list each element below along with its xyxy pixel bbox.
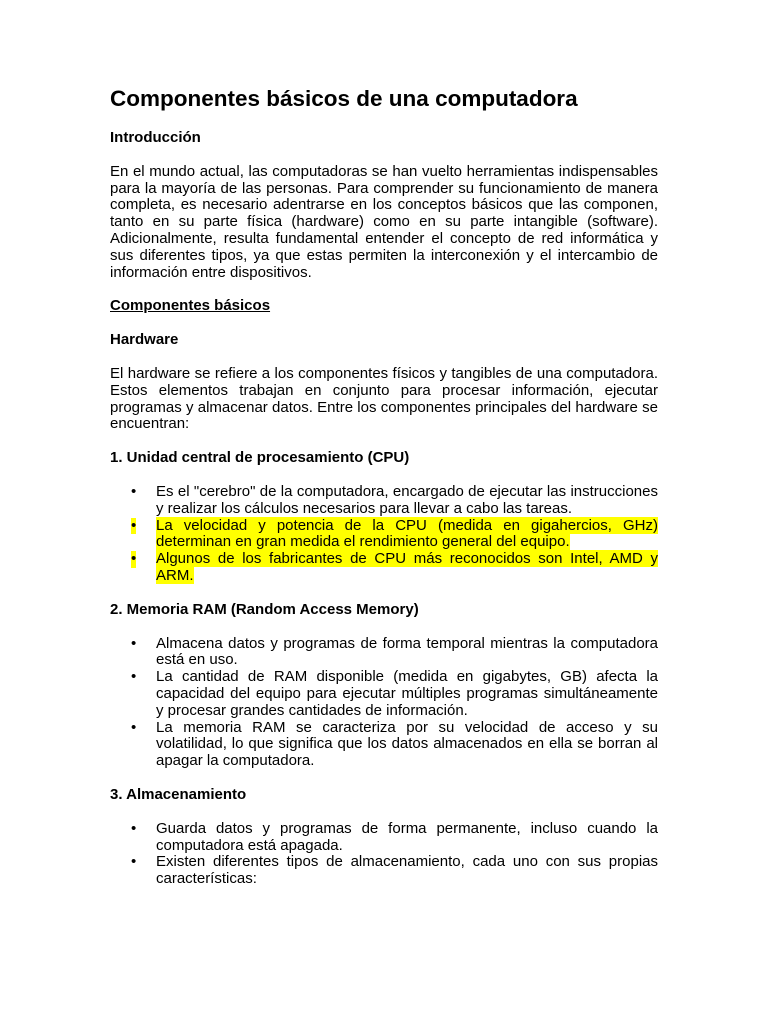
- intro-heading: Introducción: [110, 129, 201, 146]
- cpu-item-3: Algunos de los fabricantes de CPU más reconocidos son Intel, AMD y ARM.: [156, 550, 658, 584]
- list-item: [110, 821, 658, 855]
- storage-heading: 3. Almacenamiento: [110, 785, 247, 803]
- bullet-icon: •: [131, 853, 137, 871]
- components-heading: Componentes básicos: [110, 297, 271, 315]
- list-item: [110, 551, 658, 585]
- bullet-icon: •: [131, 482, 137, 500]
- ram-item-2: La cantidad de RAM disponible (medida en gigabytes, GB) afecta la capacidad del equipo para ejecutar múltiples programas simultáneamente y procesar grandes cantidades de información.: [156, 668, 658, 719]
- bullet-icon: •: [131, 550, 137, 568]
- ram-item-1: Almacena datos y programas de forma temporal mientras la computadora está en uso.: [156, 634, 658, 669]
- bullet-icon: •: [131, 668, 137, 686]
- storage-item-2: Existen diferentes tipos de almacenamiento, cada uno con sus propias características:: [156, 853, 658, 888]
- list-item: [110, 854, 658, 888]
- storage-list: [110, 821, 658, 888]
- intro-paragraph: En el mundo actual, las computadoras se han vuelto herramientas indispensables para la mayoría de las personas. Para comprender su funcionamiento de manera completa, es necesario adentrarse en los conceptos básicos que las componen, tanto en su parte física (hardware) como en su parte intangible (software). Adicionalmente, resulta fundamental entender el concepto de red informática y sus diferentes tipos, ya que estas permiten la interconexión y el intercambio de información entre dispositivos.: [110, 162, 658, 281]
- list-item: [110, 484, 658, 518]
- hardware-heading: Hardware: [110, 331, 179, 349]
- list-item: [110, 669, 658, 719]
- cpu-item-1: Es el "cerebro" de la computadora, encargado de ejecutar las instrucciones y realizar los cálculos necesarios para llevar a cabo las tareas.: [156, 482, 658, 517]
- ram-list: [110, 636, 658, 770]
- hardware-paragraph: El hardware se refiere a los componentes físicos y tangibles de una computadora. Estos elementos trabajan en conjunto para procesar información, ejecutar programas y almacenar datos. Entre los componentes principales del hardware se encuentran:: [110, 364, 658, 433]
- cpu-item-2: La velocidad y potencia de la CPU (medida en gigahercios, GHz) determinan en gran medida el rendimiento general del equipo.: [156, 516, 658, 551]
- ram-item-3: La memoria RAM se caracteriza por su velocidad de acceso y su volatilidad, lo que significa que los datos almacenados en ella se borran al apagar la computadora.: [156, 718, 658, 770]
- list-item: [110, 720, 658, 770]
- document-page: [110, 84, 658, 905]
- document-title: Componentes básicos de una computadora: [110, 86, 578, 111]
- cpu-heading: 1. Unidad central de procesamiento (CPU): [110, 449, 410, 467]
- list-item: [110, 636, 658, 670]
- storage-item-1: Guarda datos y programas de forma permanente, incluso cuando la computadora está apagada.: [156, 819, 658, 854]
- bullet-icon: •: [131, 634, 137, 652]
- ram-heading: 2. Memoria RAM (Random Access Memory): [110, 600, 419, 618]
- bullet-icon: •: [131, 516, 137, 534]
- list-item: [110, 518, 658, 552]
- bullet-icon: •: [131, 819, 137, 837]
- cpu-list: [110, 484, 658, 585]
- bullet-icon: •: [131, 718, 137, 736]
